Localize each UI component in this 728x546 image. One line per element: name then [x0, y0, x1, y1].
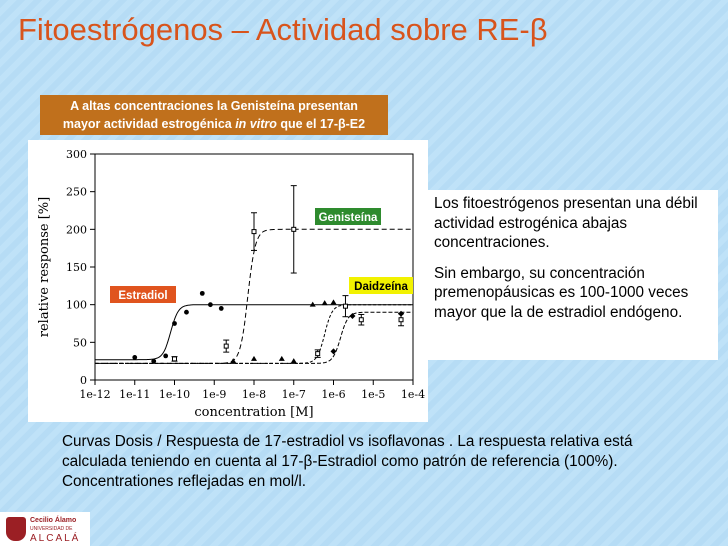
data-point — [251, 356, 257, 361]
data-point — [230, 358, 236, 363]
error-bar-mean — [224, 344, 228, 348]
logo-line-1: Cecilio Álamo — [30, 517, 77, 524]
estradiol-label: Estradiol — [118, 290, 168, 302]
y-tick-label: 150 — [66, 261, 87, 274]
data-point — [331, 299, 337, 304]
callout-line-2-italic: in vitro — [235, 117, 277, 131]
error-bar-mean — [173, 357, 177, 361]
series-curve — [95, 305, 413, 364]
data-point — [200, 291, 205, 296]
chart-panel — [28, 140, 428, 422]
callout-line-2-pre: mayor actividad estrogénica — [62, 117, 236, 131]
data-point — [331, 348, 337, 354]
notes-paragraph-1: Los fitoestrógenos presentan una débil actividad estrogénica abajas concentraciones. — [434, 195, 698, 251]
data-point — [219, 306, 224, 311]
data-point — [208, 302, 213, 307]
y-tick-label: 200 — [66, 223, 87, 237]
data-point — [322, 300, 328, 305]
y-tick-label: 300 — [66, 148, 87, 161]
data-point — [279, 356, 285, 361]
x-tick-label: 1e-5 — [361, 388, 386, 401]
dose-response-chart — [28, 140, 428, 422]
x-tick-label: 1e-12 — [79, 388, 111, 401]
x-axis-label: concentration [M] — [194, 405, 314, 420]
crest-icon — [6, 517, 26, 541]
series-curve — [95, 312, 413, 363]
daidzeina-label: Daidzeína — [354, 281, 408, 293]
error-bar-mean — [316, 352, 320, 356]
callout-line-2-post: que el 17-β-E2 — [276, 117, 366, 131]
x-tick-label: 1e-7 — [281, 388, 306, 401]
slide-title: Fitoestrógenos – Actividad sobre RE-β — [18, 12, 548, 47]
y-tick-label: 100 — [66, 298, 87, 312]
x-tick-label: 1e-10 — [158, 388, 191, 401]
error-bar-mean — [292, 227, 296, 231]
notes-paragraph-2: Sin embargo, su concentración premenopáusicas es 100-1000 veces mayor que la de estradiol endógeno. — [434, 264, 689, 321]
notes-box — [428, 190, 718, 360]
callout-line-1: A altas concentraciones la Genisteína presentan — [70, 99, 358, 113]
data-point — [151, 359, 156, 364]
university-logo — [0, 512, 90, 546]
x-tick-label: 1e-6 — [321, 388, 346, 401]
data-point — [310, 302, 316, 307]
y-axis-label: relative response [%] — [37, 196, 52, 338]
error-bar-mean — [252, 230, 256, 234]
data-point — [184, 310, 189, 315]
callout-box — [40, 95, 388, 135]
figure-caption: Curvas Dosis / Respuesta de 17-estradiol vs isoflavonas . La respuesta relativa está calculada teniendo en cuenta al 17-β-Estradiol como patrón de referencia (100%). Concentrationes reflejadas en mol/l. — [62, 433, 633, 490]
data-point — [291, 358, 297, 363]
y-tick-label: 250 — [66, 185, 87, 199]
x-tick-label: 1e-11 — [119, 388, 151, 401]
x-tick-label: 1e-8 — [241, 388, 267, 401]
plot-frame — [95, 154, 413, 380]
callout-line-2 — [40, 115, 388, 133]
data-point — [132, 355, 137, 360]
logo-line-3: ALCALÁ — [30, 533, 81, 544]
y-tick-label: 50 — [73, 336, 87, 350]
genisteina-label: Genisteína — [318, 212, 378, 224]
series-curve — [95, 305, 413, 360]
x-tick-label: 1e-9 — [202, 388, 227, 401]
error-bar-mean — [343, 304, 347, 308]
data-point — [172, 321, 177, 326]
error-bar-mean — [399, 318, 403, 322]
logo-line-2: UNIVERSIDAD DE — [30, 526, 73, 532]
data-point — [163, 353, 168, 358]
y-tick-label: 0 — [80, 374, 87, 387]
error-bar-mean — [359, 318, 363, 322]
x-tick-label: 1e-4 — [400, 388, 426, 401]
